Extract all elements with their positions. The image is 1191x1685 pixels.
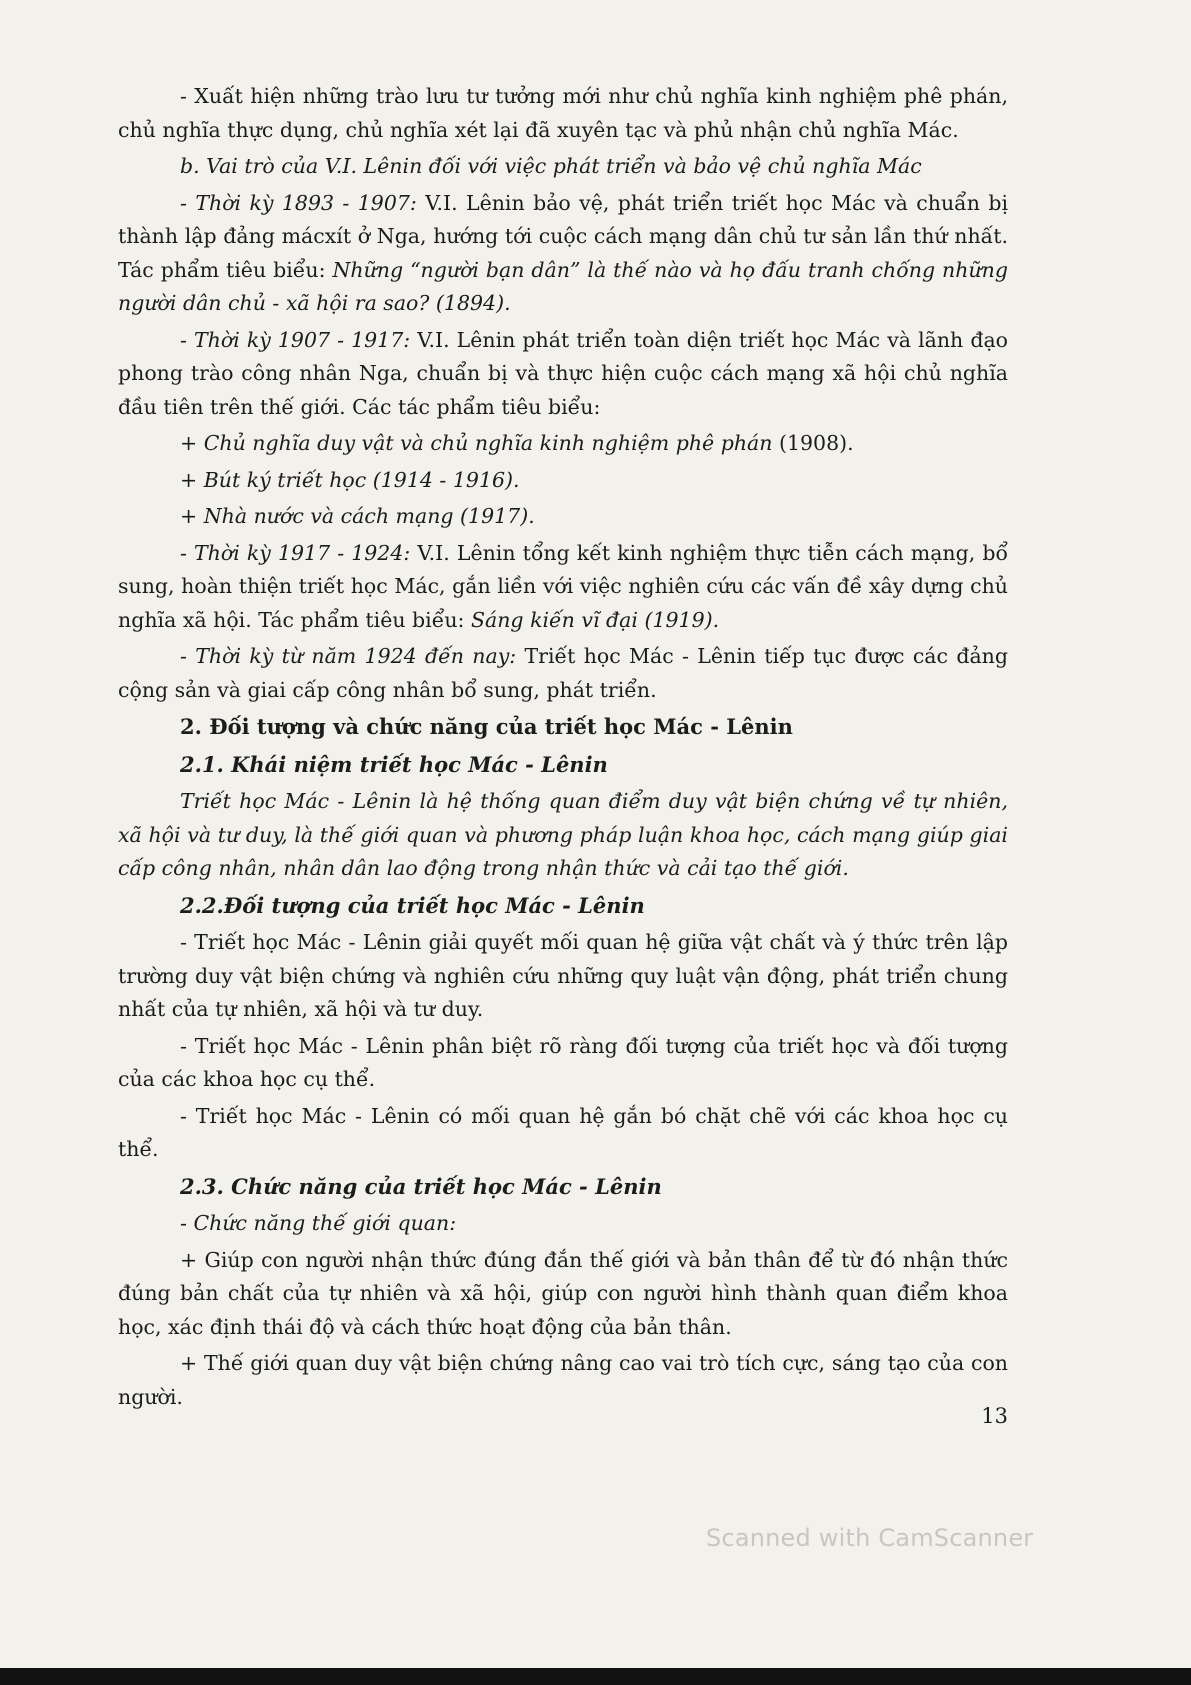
paragraph-text: V.I. Lênin phát triển toàn diện triết học Mác và lãnh đạo phong trào công nhân Nga, chuẩn bị và thực hiện cuộc cách mạng xã hội chủ nghĩa đầu tiên trên thế giới. Các tác phẩm tiêu biểu: (118, 327, 1009, 419)
subsection-heading-2-1: 2.1. Khái niệm triết học Mác - Lênin (180, 751, 608, 777)
paragraph: - Triết học Mác - Lênin phân biệt rõ ràng đối tượng của triết học và đối tượng của các khoa học cụ thể. (118, 1033, 1008, 1091)
paragraph (118, 324, 1008, 425)
period-label: - Thời kỳ 1907 - 1917: (180, 327, 411, 352)
paragraph-text: Triết học Mác - Lênin tiếp tục được các đảng cộng sản và giai cấp công nhân bổ sung, phát triển. (118, 644, 1008, 702)
paragraph: - Triết học Mác - Lênin có mối quan hệ gắn bó chặt chẽ với các khoa học cụ thể. (118, 1103, 1008, 1161)
subsection-heading-2-2: 2.2.Đối tượng của triết học Mác - Lênin (180, 892, 645, 918)
scanner-watermark: Scanned with CamScanner (706, 1524, 1034, 1552)
period-label: - Thời kỳ 1893 - 1907: (180, 190, 417, 215)
work-year: (1908). (772, 431, 854, 455)
work-title: Những “người bạn dân” là thế nào và họ đấu tranh chống những người dân chủ - xã hội ra sao? (1894). (118, 257, 1008, 315)
definition-paragraph: Triết học Mác - Lênin là hệ thống quan điểm duy vật biện chứng về tự nhiên, xã hội và tư duy, là thế giới quan và phương pháp luận khoa học, cách mạng giúp giai cấp công nhân, nhân dân lao động trong nhận thức và cải tạo thế giới. (118, 789, 1008, 880)
work-title: + Chủ nghĩa duy vật và chủ nghĩa kinh nghiệm phê phán (180, 431, 773, 455)
paragraph-text: V.I. Lênin bảo vệ, phát triển triết học Mác và chuẩn bị thành lập đảng mácxít ở Nga, hướng tới cuộc cách mạng dân chủ tư sản lần thứ nhất. Tác phẩm tiêu biểu: (118, 190, 1008, 282)
list-item: + Bút ký triết học (1914 - 1916). (180, 467, 520, 492)
paragraph: - Triết học Mác - Lênin giải quyết mối quan hệ giữa vật chất và ý thức trên lập trường duy vật biện chứng và nghiên cứu những quy luật vận động, phát triển chung nhất của tự nhiên, xã hội và tư duy. (118, 930, 1008, 1021)
paragraph (118, 640, 1008, 707)
paragraph: - Chức năng thế giới quan: (180, 1211, 457, 1235)
paragraph: + Thế giới quan duy vật biện chứng nâng cao vai trò tích cực, sáng tạo của con người. (118, 1351, 1008, 1409)
page-content (118, 80, 1008, 1417)
section-heading-b: b. Vai trò của V.I. Lênin đối với việc phát triển và bảo vệ chủ nghĩa Mác (180, 154, 922, 178)
paragraph-text: V.I. Lênin tổng kết kinh nghiệm thực tiễn cách mạng, bổ sung, hoàn thiện triết học Mác, gắn liền với việc nghiên cứu các vấn đề xây dựng chủ nghĩa xã hội. Tác phẩm tiêu biểu: (118, 540, 1009, 632)
paragraph: + Giúp con người nhận thức đúng đắn thế giới và bản thân để từ đó nhận thức đúng bản chất của tự nhiên và xã hội, giúp con người hình thành quan điểm khoa học, xác định thái độ và cách thức hoạt động của bản thân. (118, 1247, 1008, 1339)
paragraph: - Xuất hiện những trào lưu tư tưởng mới như chủ nghĩa kinh nghiệm phê phán, chủ nghĩa thực dụng, chủ nghĩa xét lại đã xuyên tạc và phủ nhận chủ nghĩa Mác. (118, 84, 1008, 142)
paragraph (118, 187, 1008, 321)
list-item: + Nhà nước và cách mạng (1917). (180, 504, 535, 528)
list-item (118, 427, 1008, 461)
subsection-heading-2-3: 2.3. Chức năng của triết học Mác - Lênin (180, 1173, 662, 1199)
period-label: - Thời kỳ từ năm 1924 đến nay: (180, 644, 517, 668)
work-title: Sáng kiến vĩ đại (1919). (470, 607, 720, 632)
bottom-edge (0, 1668, 1191, 1685)
period-label: - Thời kỳ 1917 - 1924: (180, 540, 411, 565)
paragraph (118, 537, 1008, 638)
section-heading-2: 2. Đối tượng và chức năng của triết học Mác - Lênin (180, 714, 793, 739)
page-number: 13 (981, 1404, 1008, 1428)
